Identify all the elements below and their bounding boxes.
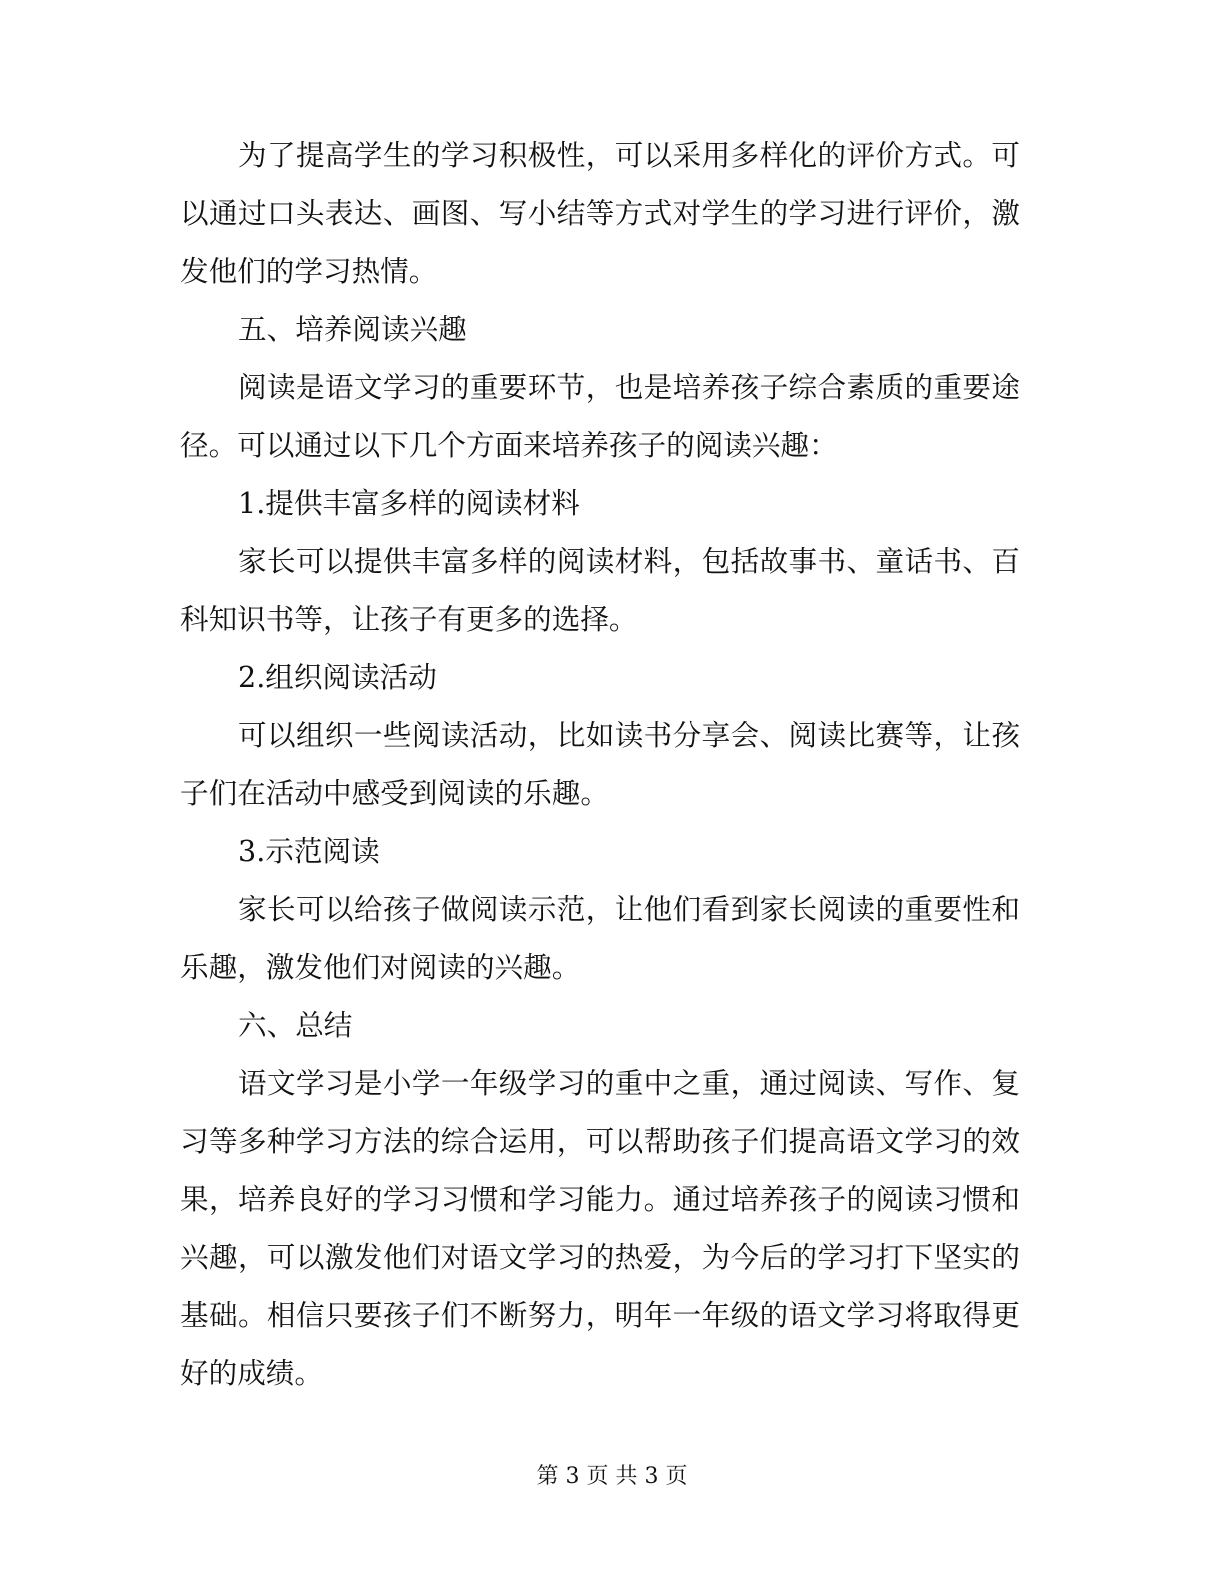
paragraph-model-reading: 家长可以给孩子做阅读示范，让他们看到家长阅读的重要性和乐趣，激发他们对阅读的兴趣。: [180, 892, 1020, 984]
paragraph-reading-materials: 家长可以提供丰富多样的阅读材料，包括故事书、童话书、百科知识书等，让孩子有更多的选择。: [180, 544, 1020, 636]
page-number-footer: 第 3 页 共 3 页: [536, 1464, 688, 1489]
paragraph-evaluation-methods: 为了提高学生的学习积极性，可以采用多样化的评价方式。可以通过口头表达、画图、写小结等方式对学生的学习进行评价，激发他们的学习热情。: [180, 138, 1020, 288]
paragraph-reading-importance: 阅读是语文学习的重要环节，也是培养孩子综合素质的重要途径。可以通过以下几个方面来培养孩子的阅读兴趣：: [180, 370, 1020, 462]
subheading-model-reading: 3.示范阅读: [238, 834, 380, 868]
paragraph-summary: 语文学习是小学一年级学习的重中之重，通过阅读、写作、复习等多种学习方法的综合运用，可以帮助孩子们提高语文学习的效果，培养良好的学习习惯和学习能力。通过培养孩子的阅读习惯和兴趣，可以激发他们对语文学习的热爱，为今后的学习打下坚实的基础。相信只要孩子们不断努力，明年一年级的语文学习将取得更好的成绩。: [180, 1066, 1020, 1390]
section-heading-reading-interest: 五、培养阅读兴趣: [238, 312, 467, 346]
subheading-reading-activities: 2.组织阅读活动: [238, 660, 437, 694]
document-body: [180, 126, 1020, 1402]
paragraph-reading-activities: 可以组织一些阅读活动，比如读书分享会、阅读比赛等，让孩子们在活动中感受到阅读的乐趣。: [180, 718, 1020, 810]
section-heading-summary: 六、总结: [238, 1008, 353, 1042]
subheading-reading-materials: 1.提供丰富多样的阅读材料: [238, 486, 580, 520]
